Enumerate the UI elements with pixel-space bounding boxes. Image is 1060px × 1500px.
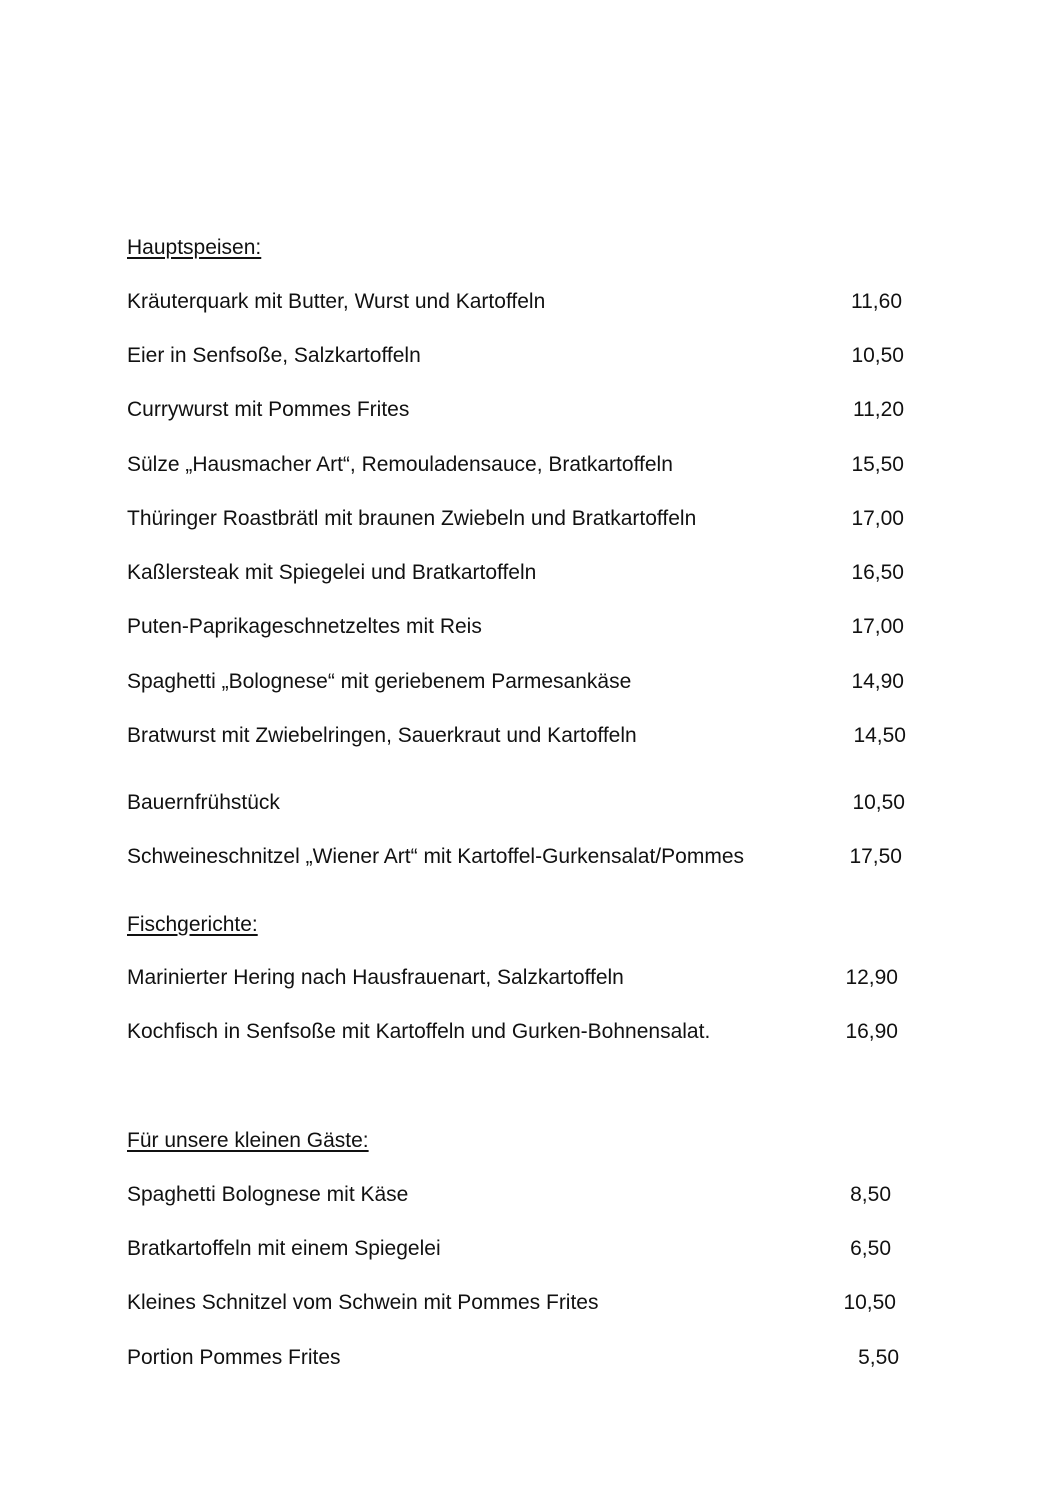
menu-item-price: 11,20 (853, 398, 904, 421)
menu-item-name: Bratwurst mit Zwiebelringen, Sauerkraut und Kartoffeln (127, 724, 637, 747)
section-heading-hauptspeisen: Hauptspeisen: (127, 236, 262, 259)
menu-item-name: Schweineschnitzel „Wiener Art“ mit Kartoffel-Gurkensalat/Pommes (127, 845, 744, 868)
menu-item-price: 17,00 (851, 507, 904, 530)
menu-item-name: Thüringer Roastbrätl mit braunen Zwiebeln und Bratkartoffeln (127, 507, 697, 530)
menu-item-name: Marinierter Hering nach Hausfrauenart, Salzkartoffeln (127, 966, 624, 989)
menu-item-name: Currywurst mit Pommes Frites (127, 398, 410, 421)
menu-item-price: 10,50 (852, 791, 905, 814)
menu-item-price: 8,50 (850, 1183, 891, 1206)
menu-item-name: Spaghetti „Bolognese“ mit geriebenem Parmesankäse (127, 670, 632, 693)
menu-item-price: 5,50 (858, 1346, 899, 1369)
menu-item-price: 12,90 (845, 966, 898, 989)
menu-item-name: Sülze „Hausmacher Art“, Remouladensauce, Bratkartoffeln (127, 453, 673, 476)
menu-item-price: 16,90 (845, 1020, 898, 1043)
menu-item-price: 10,50 (843, 1291, 896, 1314)
menu-item-price: 15,50 (851, 453, 904, 476)
menu-item-name: Kleines Schnitzel vom Schwein mit Pommes Frites (127, 1291, 599, 1314)
section-heading-fischgerichte: Fischgerichte: (127, 913, 258, 936)
menu-item-price: 17,00 (851, 615, 904, 638)
menu-item-name: Kaßlersteak mit Spiegelei und Bratkartoffeln (127, 561, 537, 584)
menu-item-price: 6,50 (850, 1237, 891, 1260)
menu-item-name: Spaghetti Bolognese mit Käse (127, 1183, 409, 1206)
menu-item-name: Kräuterquark mit Butter, Wurst und Kartoffeln (127, 290, 546, 313)
menu-item-name: Bratkartoffeln mit einem Spiegelei (127, 1237, 441, 1260)
menu-item-price: 17,50 (849, 845, 902, 868)
menu-item-name: Eier in Senfsoße, Salzkartoffeln (127, 344, 421, 367)
menu-item-price: 11,60 (851, 290, 902, 313)
menu-item-price: 10,50 (851, 344, 904, 367)
menu-item-name: Portion Pommes Frites (127, 1346, 341, 1369)
menu-item-price: 16,50 (851, 561, 904, 584)
section-heading-kinder: Für unsere kleinen Gäste: (127, 1129, 369, 1152)
menu-item-name: Puten-Paprikageschnetzeltes mit Reis (127, 615, 482, 638)
menu-item-price: 14,50 (853, 724, 906, 747)
menu-item-name: Bauernfrühstück (127, 791, 280, 814)
menu-item-price: 14,90 (851, 670, 904, 693)
menu-item-name: Kochfisch in Senfsoße mit Kartoffeln und Gurken-Bohnensalat. (127, 1020, 711, 1043)
